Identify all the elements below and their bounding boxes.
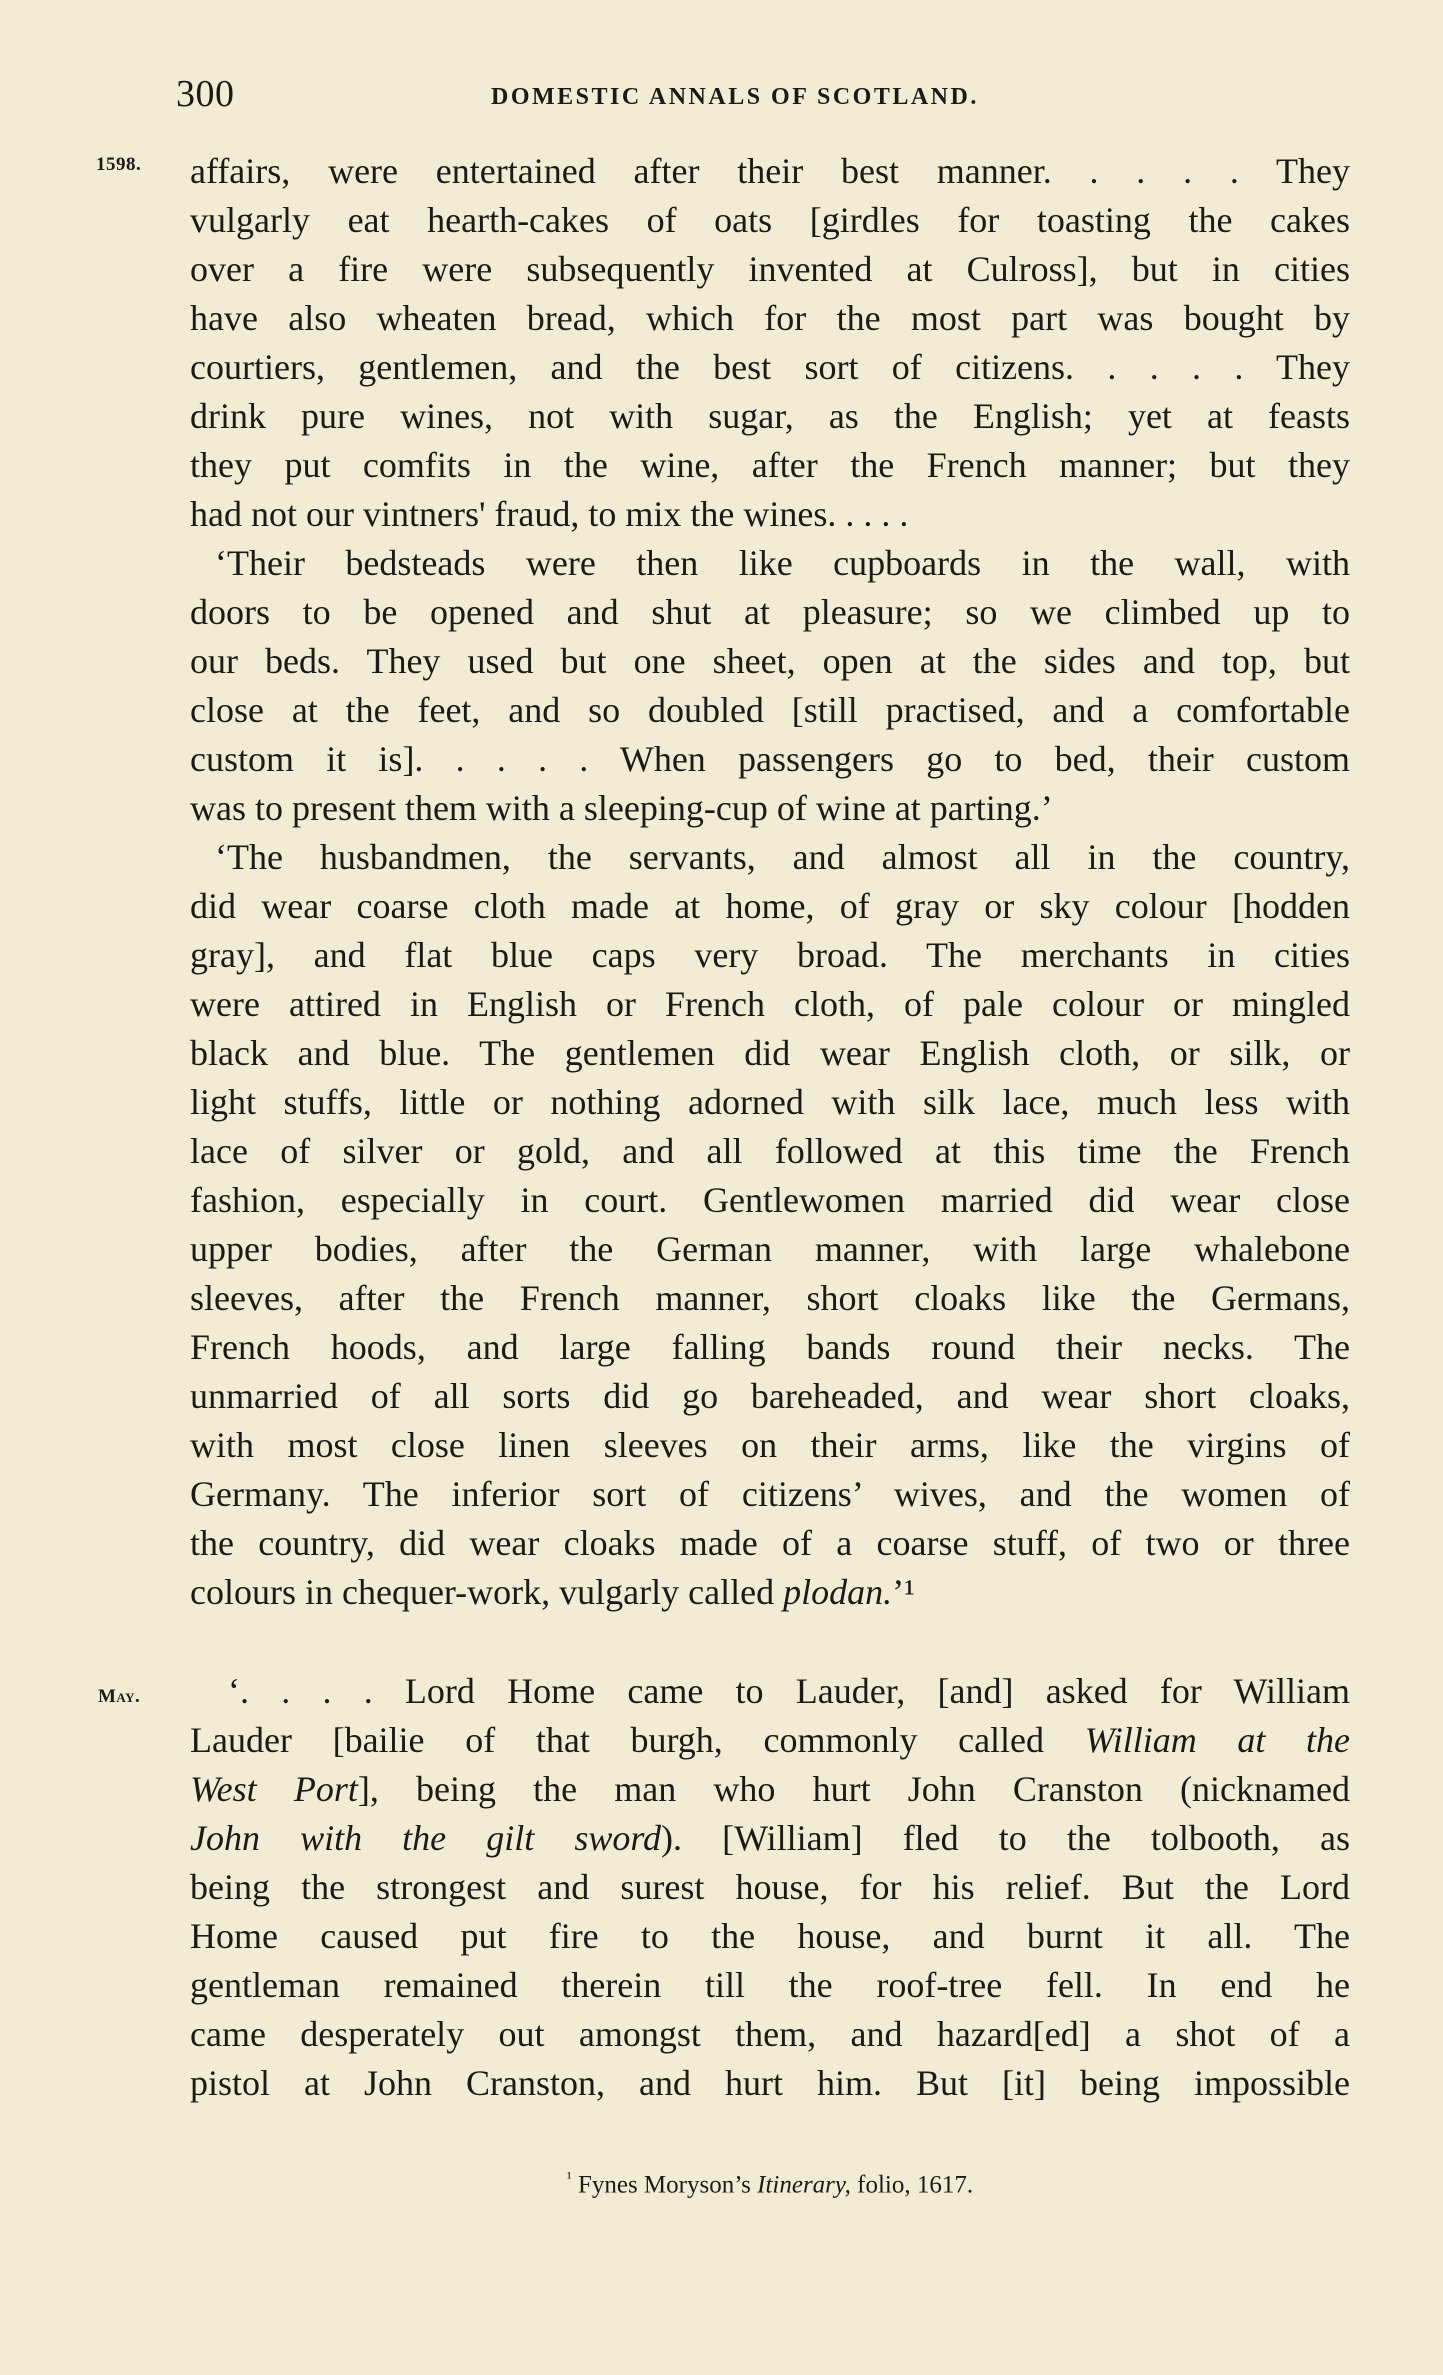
text-line: light stuffs, little or nothing adorned with silk lace, much less with xyxy=(190,1082,1350,1122)
text-line: over a fire were subsequently invented at Culross], but in cities xyxy=(190,249,1350,289)
text-line: Germany. The inferior sort of citizens’ wives, and the women of xyxy=(190,1474,1350,1514)
text-line: they put comfits in the wine, after the French manner; but they xyxy=(190,445,1350,485)
text-line: doors to be opened and shut at pleasure; so we climbed up to xyxy=(190,592,1350,632)
text-line: was to present them with a sleeping-cup of wine at parting.’ xyxy=(190,788,1053,828)
paragraph-1 xyxy=(190,147,1350,539)
text-line: our beds. They used but one sheet, open at the sides and top, but xyxy=(190,641,1350,681)
text-line: French hoods, and large falling bands round their necks. The xyxy=(190,1327,1350,1367)
text-line: ‘Their bedsteads were then like cupboards in the wall, with xyxy=(215,543,1350,583)
text-line: lace of silver or gold, and all followed at this time the French xyxy=(190,1131,1350,1171)
paragraph-4 xyxy=(228,1667,1350,1716)
margin-month: May. xyxy=(98,1686,141,1707)
paragraph-3-body xyxy=(190,882,1350,1617)
text-line: close at the feet, and so doubled [still practised, and a comfortable xyxy=(190,690,1350,730)
text-line: gray], and flat blue caps very broad. The merchants in cities xyxy=(190,935,1350,975)
text-line: black and blue. The gentlemen did wear English cloth, or silk, or xyxy=(190,1033,1350,1073)
text-line: came desperately out amongst them, and hazard[ed] a shot of a xyxy=(190,2014,1350,2054)
text-line: vulgarly eat hearth-cakes of oats [girdles for toasting the cakes xyxy=(190,200,1350,240)
text-line: upper bodies, after the German manner, with large whalebone xyxy=(190,1229,1350,1269)
line-text: colours in chequer-work, vulgarly called xyxy=(190,1572,784,1612)
footnote-marker: ¹ xyxy=(566,2170,572,2187)
italic-name: John with the gilt sword xyxy=(190,1818,662,1858)
page-header xyxy=(176,72,1352,132)
text-line: gentleman remained therein till the roof-tree fell. In end he xyxy=(190,1965,1350,2005)
paragraph-2-body xyxy=(190,588,1350,833)
text-line: fashion, especially in court. Gentlewomen married did wear close xyxy=(190,1180,1350,1220)
text-line: ‘. . . . Lord Home came to Lauder, [and] asked for William xyxy=(228,1671,1350,1711)
paragraph-4-body xyxy=(190,1716,1350,2108)
text-line xyxy=(190,1814,1350,1863)
paragraph-2 xyxy=(215,539,1350,588)
text-line: pistol at John Cranston, and hurt him. But [it] being impossible xyxy=(190,2063,1350,2103)
text-line: the country, did wear cloaks made of a coarse stuff, of two or three xyxy=(190,1523,1350,1563)
text-line xyxy=(190,1568,1350,1617)
line-text: ], being the man who hurt John Cranston (nicknamed xyxy=(357,1769,1350,1809)
text-line: had not our vintners' fraud, to mix the wines. . . . . xyxy=(190,494,909,534)
text-line: have also wheaten bread, which for the most part was bought by xyxy=(190,298,1350,338)
running-title: DOMESTIC ANNALS OF SCOTLAND. xyxy=(491,84,979,110)
text-line xyxy=(190,1716,1350,1765)
text-line xyxy=(190,1765,1350,1814)
text-line: ‘The husbandmen, the servants, and almost all in the country, xyxy=(215,837,1350,877)
italic-name: West Port xyxy=(190,1769,358,1809)
footnote-title: Itinerary, xyxy=(757,2171,851,2199)
text-line: being the strongest and surest house, for his relief. But the Lord xyxy=(190,1867,1350,1907)
text-line: drink pure wines, not with sugar, as the English; yet at feasts xyxy=(190,396,1350,436)
line-text: ). [William] fled to the tolbooth, as xyxy=(661,1818,1350,1858)
margin-year: 1598. xyxy=(96,154,142,175)
page-number: 300 xyxy=(176,73,235,115)
text-line: custom it is]. . . . . When passengers go to bed, their custom xyxy=(190,739,1350,779)
footnote-rest: folio, 1617. xyxy=(857,2171,974,2199)
text-line: affairs, were entertained after their best manner. . . . . They xyxy=(190,151,1350,191)
text-line: did wear coarse cloth made at home, of gray or sky colour [hodden xyxy=(190,886,1350,926)
text-line: sleeves, after the French manner, short cloaks like the Germans, xyxy=(190,1278,1350,1318)
paragraph-3 xyxy=(215,833,1350,882)
line-text: Lauder [bailie of that burgh, commonly called xyxy=(190,1720,1085,1760)
footnote-reference: ’¹ xyxy=(892,1572,915,1612)
italic-word: plodan. xyxy=(783,1572,893,1612)
footnote xyxy=(190,2170,1350,2199)
text-line: unmarried of all sorts did go bareheaded, and wear short cloaks, xyxy=(190,1376,1350,1416)
text-line: Home caused put fire to the house, and burnt it all. The xyxy=(190,1916,1350,1956)
text-line: were attired in English or French cloth, of pale colour or mingled xyxy=(190,984,1350,1024)
italic-name: William at the xyxy=(1084,1720,1350,1760)
text-line: courtiers, gentlemen, and the best sort of citizens. . . . . They xyxy=(190,347,1350,387)
footnote-author: Fynes Moryson’s xyxy=(577,2171,751,2199)
text-line: with most close linen sleeves on their arms, like the virgins of xyxy=(190,1425,1350,1465)
